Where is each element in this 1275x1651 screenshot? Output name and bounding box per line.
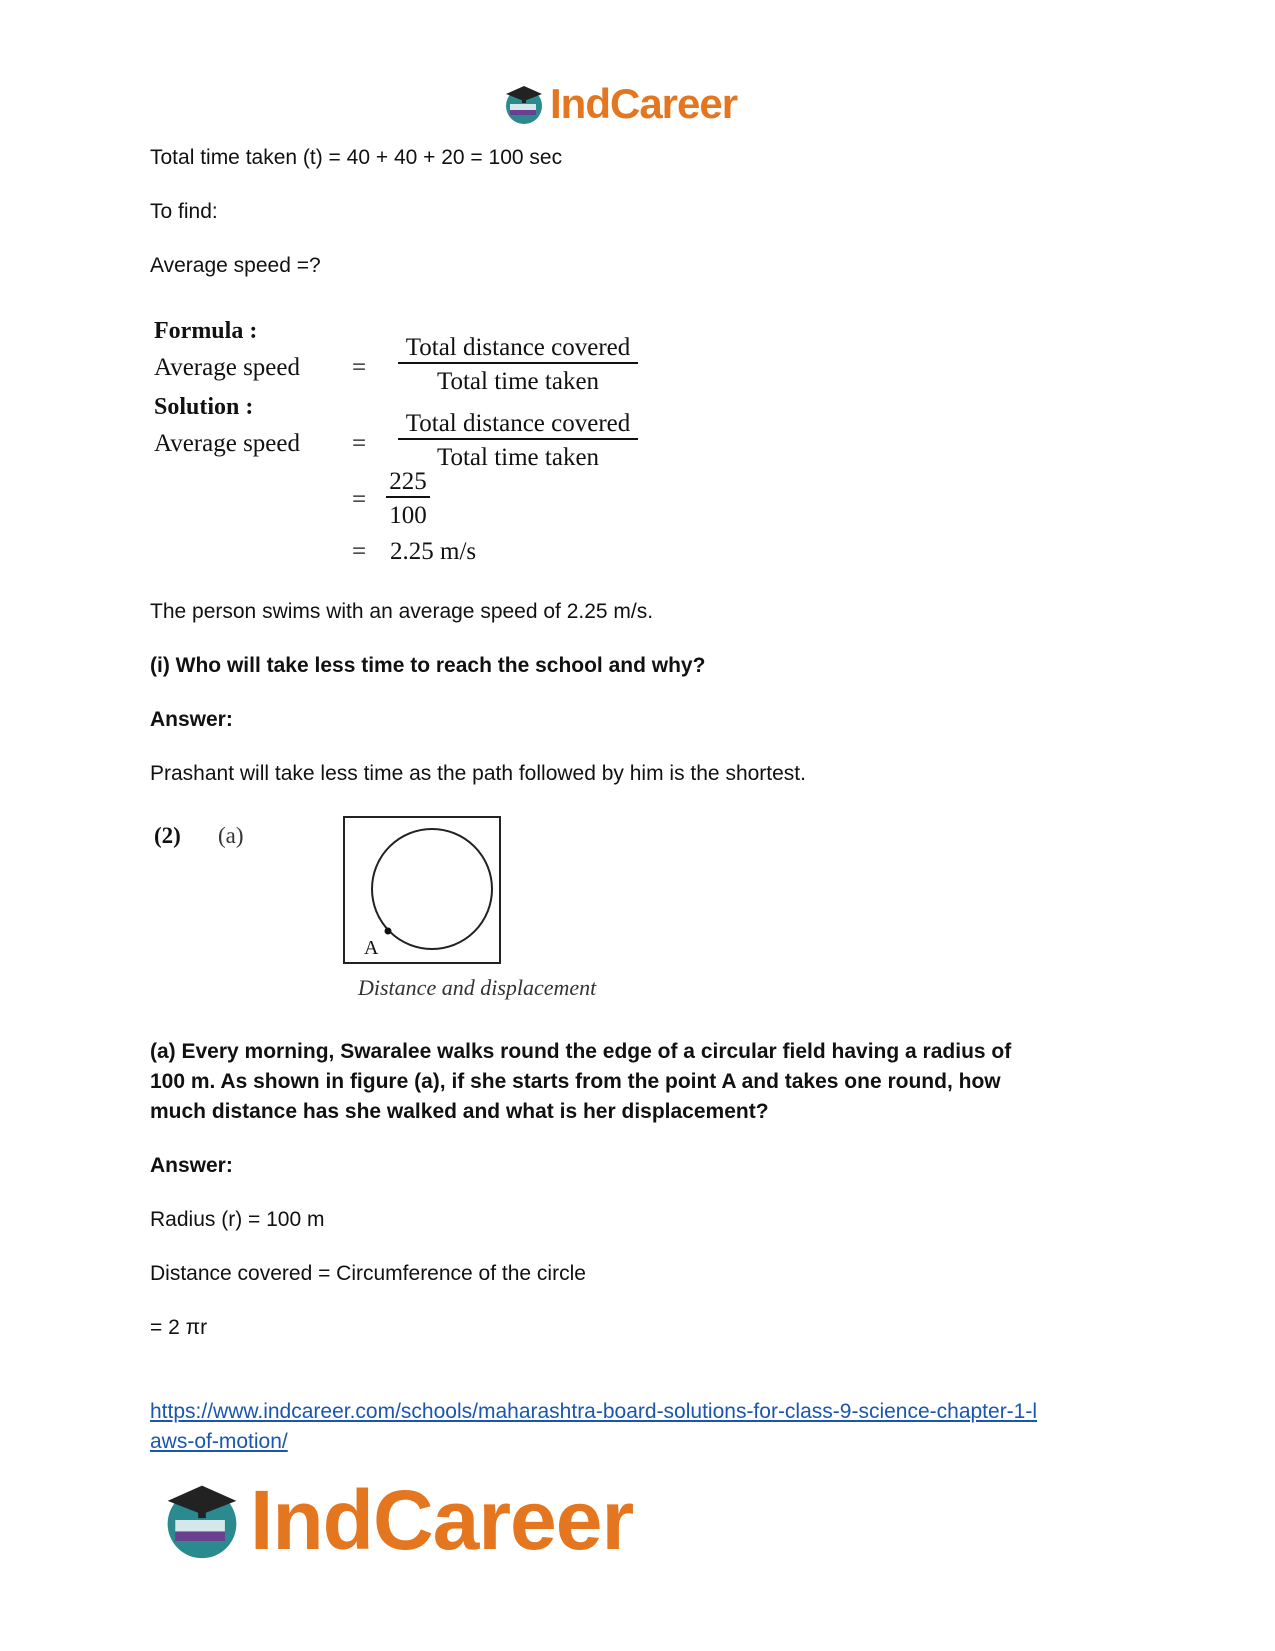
- globe-graduation-icon: [502, 82, 546, 126]
- fraction-denominator-1: Total time taken: [436, 368, 600, 395]
- fraction-denominator-3: 100: [389, 502, 427, 529]
- average-speed-label-1: Average speed: [154, 354, 300, 381]
- figure-part-label: (a): [218, 823, 244, 848]
- question-i: (i) Who will take less time to reach the school and why?: [150, 654, 706, 677]
- equals-4: =: [352, 538, 367, 565]
- equals-3: =: [352, 486, 367, 513]
- brand-name-suffix: Career: [372, 1473, 634, 1567]
- figure-distance-displacement: [150, 823, 670, 1023]
- total-time-line: Total time taken (t) = 40 + 40 + 20 = 100 sec: [150, 146, 563, 169]
- indcareer-logo-bottom: [160, 1475, 633, 1565]
- distance-covered-line: Distance covered = Circumference of the circle: [150, 1262, 586, 1285]
- answer-label-1: Answer:: [150, 708, 233, 731]
- brand-name-prefix: Ind: [250, 1473, 373, 1567]
- indcareer-logo-top: [502, 80, 737, 128]
- equals-1: =: [352, 354, 367, 381]
- question-a-line-2: 100 m. As shown in figure (a), if she starts from the point A and takes one round, how: [150, 1070, 1001, 1093]
- average-speed-question: Average speed =?: [150, 254, 321, 277]
- average-speed-label-2: Average speed: [154, 430, 300, 457]
- two-pi-r-line: = 2 πr: [150, 1316, 208, 1339]
- fraction-numerator-1: Total distance covered: [398, 334, 638, 364]
- formula-block: [150, 318, 670, 578]
- question-a-line-3: much distance has she walked and what is her displacement?: [150, 1100, 769, 1123]
- radius-line: Radius (r) = 100 m: [150, 1208, 325, 1231]
- fraction-numerator-3: 225: [386, 468, 430, 498]
- source-link-line-1[interactable]: https://www.indcareer.com/schools/maharashtra-board-solutions-for-class-9-science-chapter-1-l: [150, 1400, 1038, 1423]
- equals-2: =: [352, 430, 367, 457]
- brand-name-prefix: Ind: [550, 80, 610, 127]
- figure-caption: Distance and displacement: [358, 975, 597, 1000]
- brand-name-suffix: Career: [609, 80, 738, 127]
- result-value: 2.25 m/s: [390, 538, 477, 565]
- globe-graduation-icon: [160, 1478, 244, 1562]
- conclusion-line: The person swims with an average speed of 2.25 m/s.: [150, 600, 654, 623]
- point-a-label: A: [364, 937, 379, 959]
- fraction-denominator-2: Total time taken: [436, 444, 600, 471]
- answer-label-2: Answer:: [150, 1154, 233, 1177]
- answer-i: Prashant will take less time as the path followed by him is the shortest.: [150, 762, 806, 785]
- fraction-numerator-2: Total distance covered: [398, 410, 638, 440]
- question-a-line-1: (a) Every morning, Swaralee walks round the edge of a circular field having a radius of: [150, 1040, 1012, 1063]
- to-find-line: To find:: [150, 200, 218, 223]
- source-link-line-2[interactable]: aws-of-motion/: [150, 1430, 288, 1453]
- formula-label: Formula :: [154, 318, 258, 344]
- solution-label: Solution :: [154, 394, 254, 420]
- figure-number: (2): [154, 823, 181, 848]
